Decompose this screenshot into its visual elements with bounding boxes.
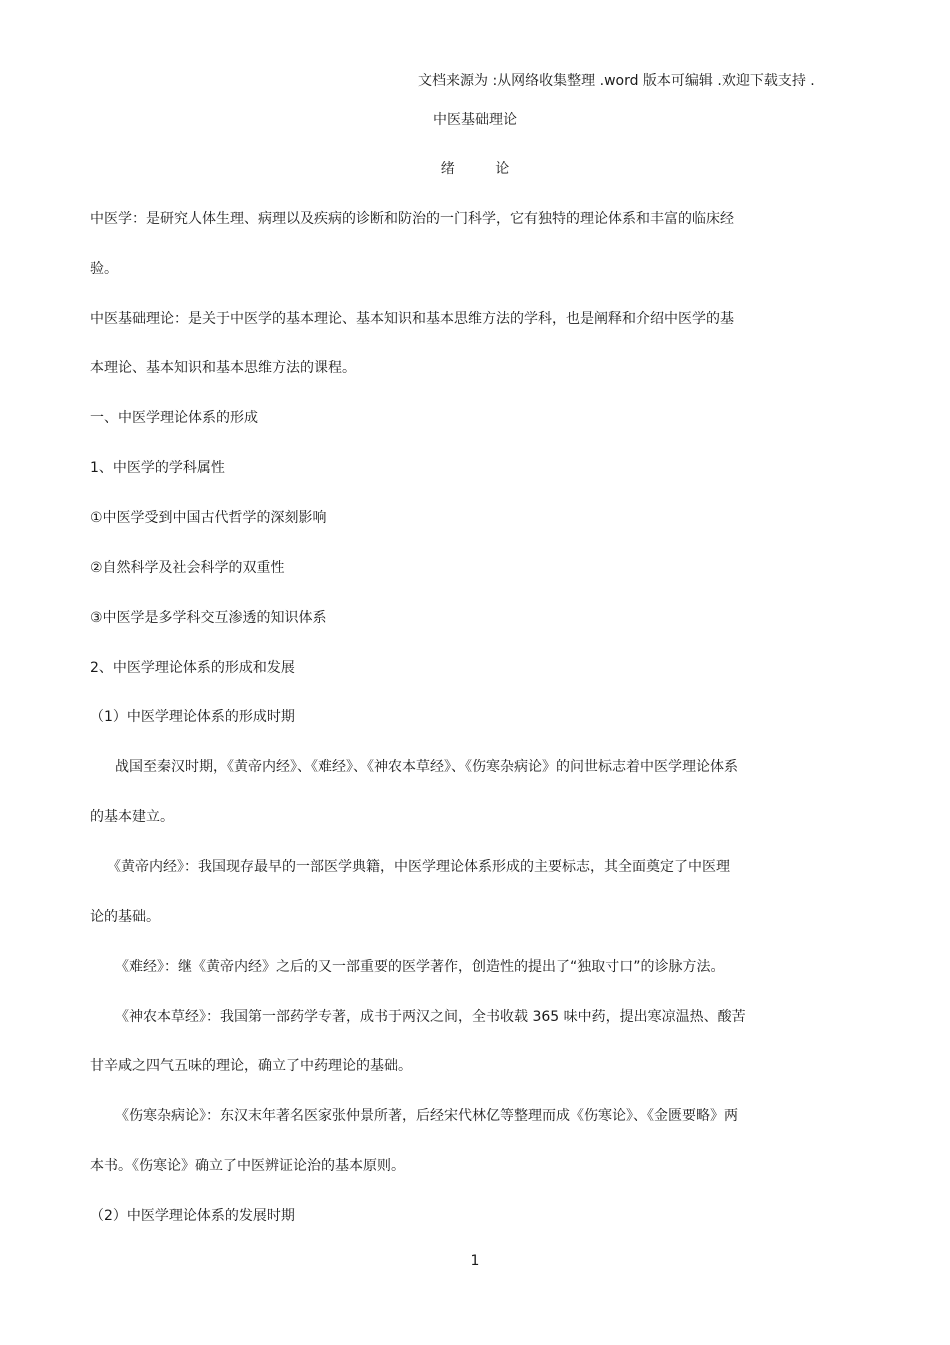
list-item: ②自然科学及社会科学的双重性 (90, 560, 285, 576)
chapter-title: 绪 论 (440, 161, 528, 177)
document-title: 中医基础理论 (433, 112, 517, 128)
subsection-heading: 1、中医学的学科属性 (90, 460, 225, 476)
subsection-heading: （1）中医学理论体系的形成时期 (90, 709, 295, 725)
body-line: 《黄帝内经》：我国现存最早的一部医学典籍，中医学理论体系形成的主要标志，其全面奠定了中医理 (107, 859, 730, 875)
list-item: ③中医学是多学科交互渗透的知识体系 (90, 610, 327, 626)
body-line: 本书。《伤寒论》确立了中医辨证论治的基本原则。 (90, 1158, 405, 1174)
body-line: 战国至秦汉时期，《黄帝内经》、《难经》、《神农本草经》、《伤寒杂病论》的问世标志着中医学理论体系 (115, 759, 738, 775)
page-number: 1 (470, 1253, 480, 1269)
body-line: 论的基础。 (90, 909, 160, 925)
body-line: 本理论、基本知识和基本思维方法的课程。 (90, 360, 356, 376)
header-source-note: 文档来源为 :从网络收集整理 .word 版本可编辑 .欢迎下载支持 . (418, 73, 815, 89)
body-line: 中医基础理论：是关于中医学的基本理论、基本知识和基本思维方法的学科，也是阐释和介绍中医学的基 (90, 311, 734, 327)
body-line: 的基本建立。 (90, 809, 174, 825)
body-line: 《神农本草经》：我国第一部药学专著，成书于两汉之间，全书收载 365 味中药，提出寒凉温热、酸苦 (115, 1009, 746, 1025)
body-line: 验。 (90, 261, 118, 277)
subsection-heading: （2）中医学理论体系的发展时期 (90, 1208, 295, 1224)
body-line: 《难经》：继《黄帝内经》之后的又一部重要的医学著作，创造性的提出了“独取寸口”的诊脉方法。 (115, 959, 725, 975)
body-line: 《伤寒杂病论》：东汉末年著名医家张仲景所著，后经宋代林亿等整理而成《伤寒论》、《金匮要略》两 (115, 1108, 738, 1124)
list-item: ①中医学受到中国古代哲学的深刻影响 (90, 510, 327, 526)
subsection-heading: 2、中医学理论体系的形成和发展 (90, 660, 295, 676)
body-line: 中医学：是研究人体生理、病理以及疾病的诊断和防治的一门科学，它有独特的理论体系和丰富的临床经 (90, 211, 734, 227)
body-line: 甘辛咸之四气五味的理论，确立了中药理论的基础。 (90, 1058, 412, 1074)
section-heading: 一、中医学理论体系的形成 (90, 410, 258, 426)
